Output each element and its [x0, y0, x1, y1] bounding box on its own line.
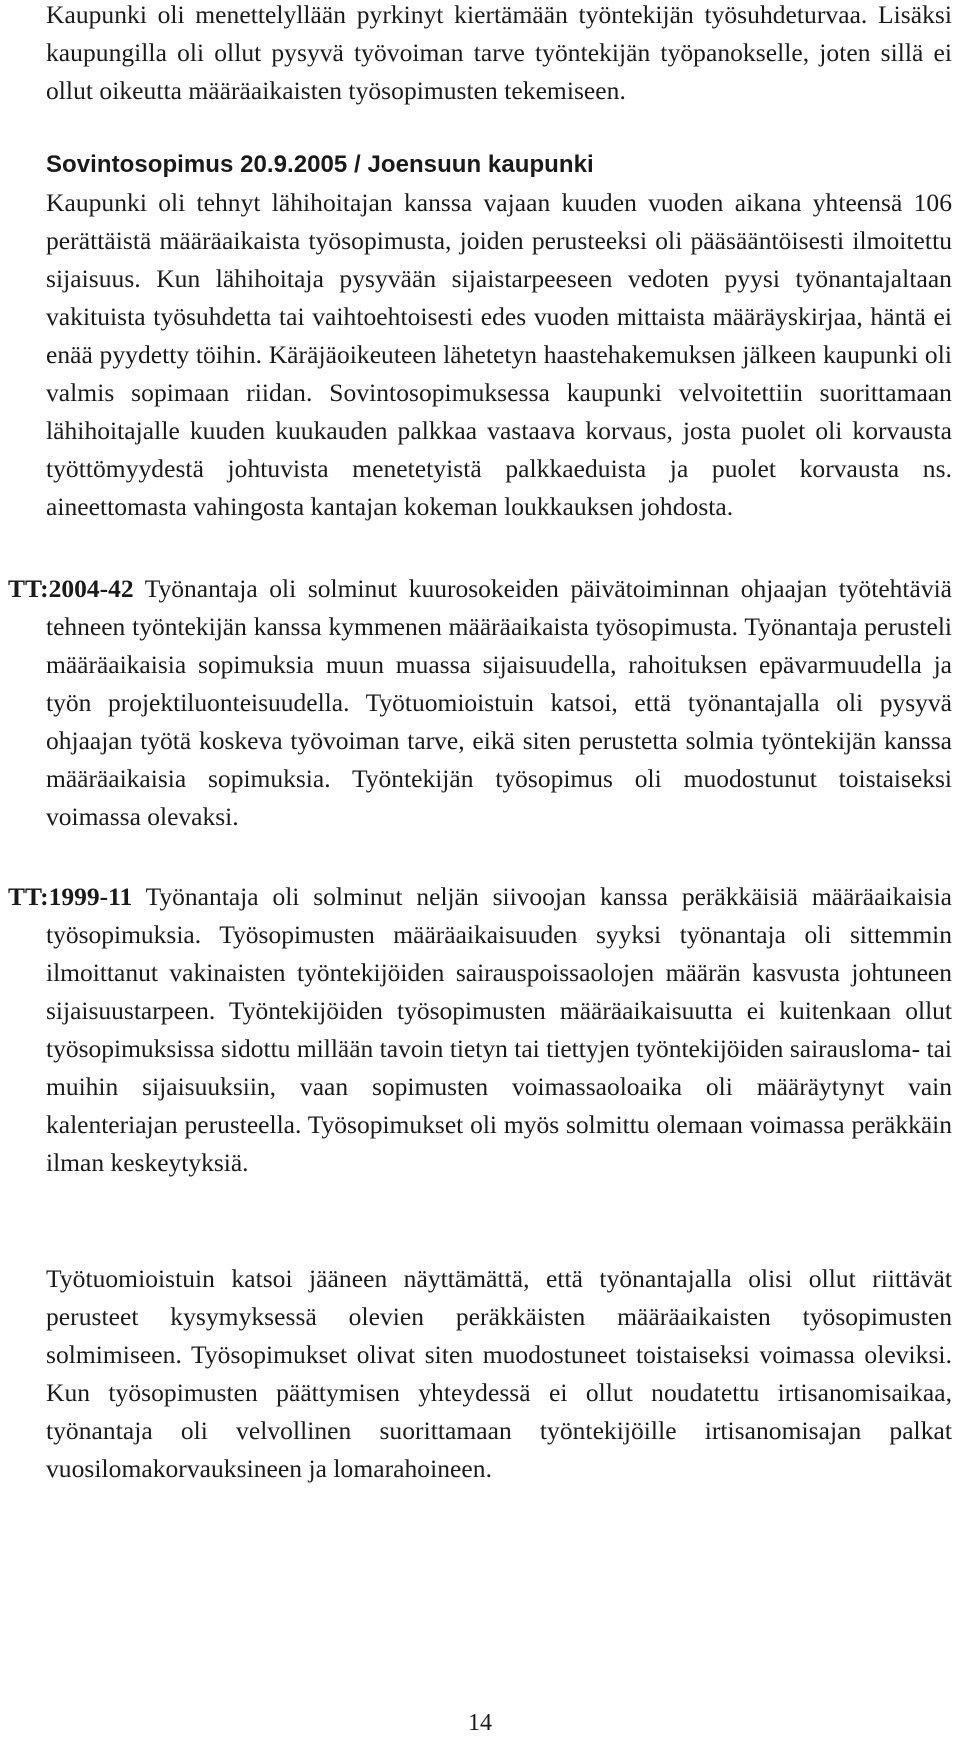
conclusion-paragraph: Työtuomioistuin katsoi jääneen näyttämättä, että työnantajalla olisi ollut riittävät perusteet kysymyksessä olevien peräkkäisten määräaikaisten työsopimusten solmimiseen. Työsopimukset olivat siten muodostuneet toistaiseksi voimassa oleviksi. Kun työsopimusten päättymisen yhteydessä ei ollut noudatettu irtisanomisaikaa, työnantaja oli velvollinen suorittamaan työntekijöille irtisanomisajan palkat vuosilomakorvauksineen ja lomarahoineen. [46, 1264, 952, 1483]
case-entry [8, 570, 952, 836]
intro-paragraph: Kaupunki oli menettelyllään pyrkinyt kiertämään työntekijän työsuhdeturvaa. Lisäksi kaupungilla oli ollut pysyvä työvoiman tarve työntekijän työpanokselle, joten sillä ei ollut oikeutta määräaikaisten työsopimusten tekemiseen. [46, 0, 952, 105]
case-id: TT:2004-42 [8, 574, 134, 603]
case-id: TT:1999-11 [8, 882, 133, 911]
case-text: Työnantaja oli solminut neljän siivoojan kanssa peräkkäisiä määräaikaisia työsopimuksia. Työsopimusten määräaikaisuuden syyksi työnantaja oli sittemmin ilmoittanut vakinaisten työntekijöiden sairauspoissaolojen määrän kasvusta johtuneen sijaisuustarpeen. Työntekijöiden työsopimusten määräaikaisuutta ei kuitenkaan ollut työsopimuksissa sidottu millään tavoin tietyn tai tiettyjen työntekijöiden sairausloma- tai muihin sijaisuuksiin, vaan sopimusten voimassaoloaika oli määräytynyt vain kalenteriajan perusteella. Työsopimukset oli myös solmittu olemaan voimassa peräkkäin ilman keskeytyksiä. [46, 882, 952, 1177]
settlement-section [46, 146, 952, 526]
settlement-body: Kaupunki oli tehnyt lähihoitajan kanssa vajaan kuuden vuoden aikana yhteensä 106 perättäistä määräaikaista työsopimusta, joiden perusteeksi oli pääsääntöisesti ilmoitettu sijaisuus. Kun lähihoitaja pysyvään sijaistarpeeseen vedoten pyysi työnantajaltaan vakituista työsuhdetta tai vaihtoehtoisesti edes vuoden mittaista määräyskirjaa, häntä ei enää pyydetty töihin. Käräjäoikeuteen lähetetyn haastehakemuksen jälkeen kaupunki oli valmis sopimaan riidan. Sovintosopimuksessa kaupunki velvoitettiin suorittamaan lähihoitajalle kuuden kuukauden palkkaa vastaava korvaus, josta puolet oli korvausta työttömyydestä johtuvista menetetyistä palkkaeduista ja puolet korvausta ns. aineettomasta vahingosta kantajan kokeman loukkauksen johdosta. [46, 188, 952, 521]
case-text: Työnantaja oli solminut kuurosokeiden päivätoiminnan ohjaajan työtehtäviä tehneen työntekijän kanssa kymmenen määräaikaista työsopimusta. Työnantaja perusteli määräaikaisia sopimuksia muun muassa sijaisuudella, rahoituksen epävarmuudella ja työn projektiluonteisuudella. Työtuomioistuin katsoi, että työnantajalla oli pysyvä ohjaajan työtä koskeva työvoiman tarve, eikä siten perustetta solmia työntekijän kanssa määräaikaisia sopimuksia. Työntekijän työsopimus oli muodostunut toistaiseksi voimassa olevaksi. [46, 574, 952, 831]
case-entry [8, 878, 952, 1182]
page-number: 14 [468, 1710, 492, 1736]
settlement-heading: Sovintosopimus 20.9.2005 / Joensuun kaupunki [46, 151, 594, 178]
